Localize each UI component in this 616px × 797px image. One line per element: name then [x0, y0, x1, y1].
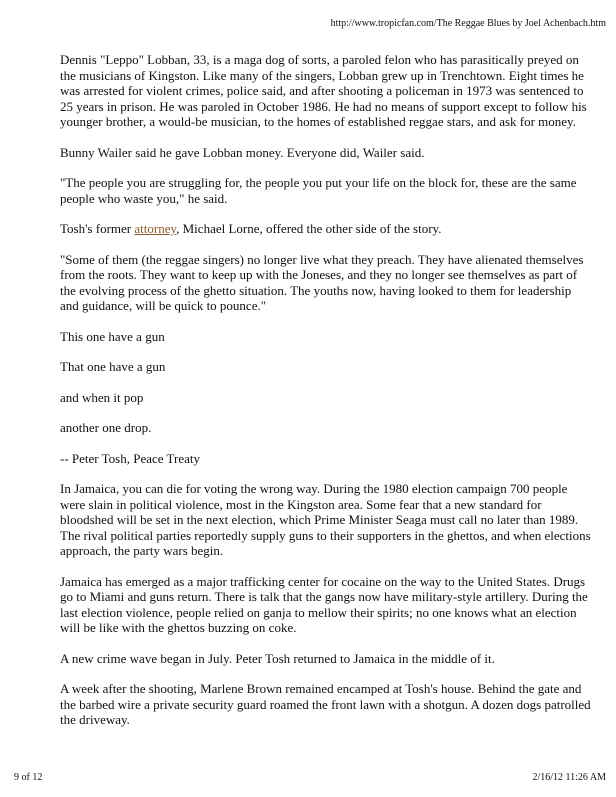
page-url-header: http://www.tropicfan.com/The Reggae Blues by Joel Achenbach.htm: [330, 18, 606, 29]
print-timestamp: 2/16/12 11:26 AM: [532, 772, 606, 783]
attribution: -- Peter Tosh, Peace Treaty: [60, 450, 201, 466]
paragraph: "Some of them (the reggae singers) no longer live what they preach. They have alienated themselves from the roots. They want to keep up with the Joneses, and they no longer see themselves as part of the evolving process of the ghetto situation. The youths now, having looked to them for leadership and guidance, will be quick to pounce.": [60, 251, 584, 313]
paragraph-text: , Michael Lorne, offered the other side of the story.: [176, 221, 442, 236]
verse-line: and when it pop: [60, 389, 144, 405]
paragraph-text: Tosh's former: [60, 221, 135, 236]
paragraph: "The people you are struggling for, the people you put your life on the block for, these are the same people who waste you," he said.: [60, 175, 577, 206]
paragraph: Dennis "Leppo" Lobban, 33, is a maga dog of sorts, a paroled felon who has parasitically preyed on the musicians of Kingston. Like many of the singers, Lobban grew up in Trenchtown. Eight times he was arrested for violent crimes, police said, and after shooting a policeman in 1973 was sentenced to 25 years in prison. He was paroled in October 1986. He had no means of support except to follow his younger brother, a would-be musician, to the homes of established reggae stars, and ask for money.: [60, 52, 587, 129]
verse-line: That one have a gun: [60, 359, 166, 374]
attorney-link[interactable]: attorney: [134, 221, 177, 236]
verse-line: another one drop.: [60, 420, 152, 435]
verse-line: This one have a gun: [60, 328, 165, 344]
paragraph: Bunny Wailer said he gave Lobban money. Everyone did, Wailer said.: [60, 144, 425, 160]
paragraph: In Jamaica, you can die for voting the wrong way. During the 1980 election campaign 700 people were slain in political violence, most in the Kingston area. Some fear that a new standard for bloodshed will be set in the next election, which Prime Minister Seaga must call no later than 1989. The rival political parties reportedly supply guns to their supporters in the ghettos, and when elections approach, the party wars begin.: [60, 481, 591, 558]
article-body: [60, 52, 592, 743]
paragraph: Jamaica has emerged as a major trafficking center for cocaine on the way to the United States. Drugs go to Miami and guns return. There is talk that the gangs now have military-style artillery. During the last election violence, people relied on ganja to mellow their spirits; no one knows what an election will be like with the ghettos buzzing on coke.: [60, 573, 588, 635]
page-number: 9 of 12: [14, 772, 43, 783]
paragraph: [60, 221, 592, 237]
paragraph: A week after the shooting, Marlene Brown remained encamped at Tosh's house. Behind the gate and the barbed wire a private security guard roamed the front lawn with a shotgun. A dozen dogs patrolled the driveway.: [60, 681, 591, 727]
paragraph: A new crime wave began in July. Peter Tosh returned to Jamaica in the middle of it.: [60, 650, 495, 666]
